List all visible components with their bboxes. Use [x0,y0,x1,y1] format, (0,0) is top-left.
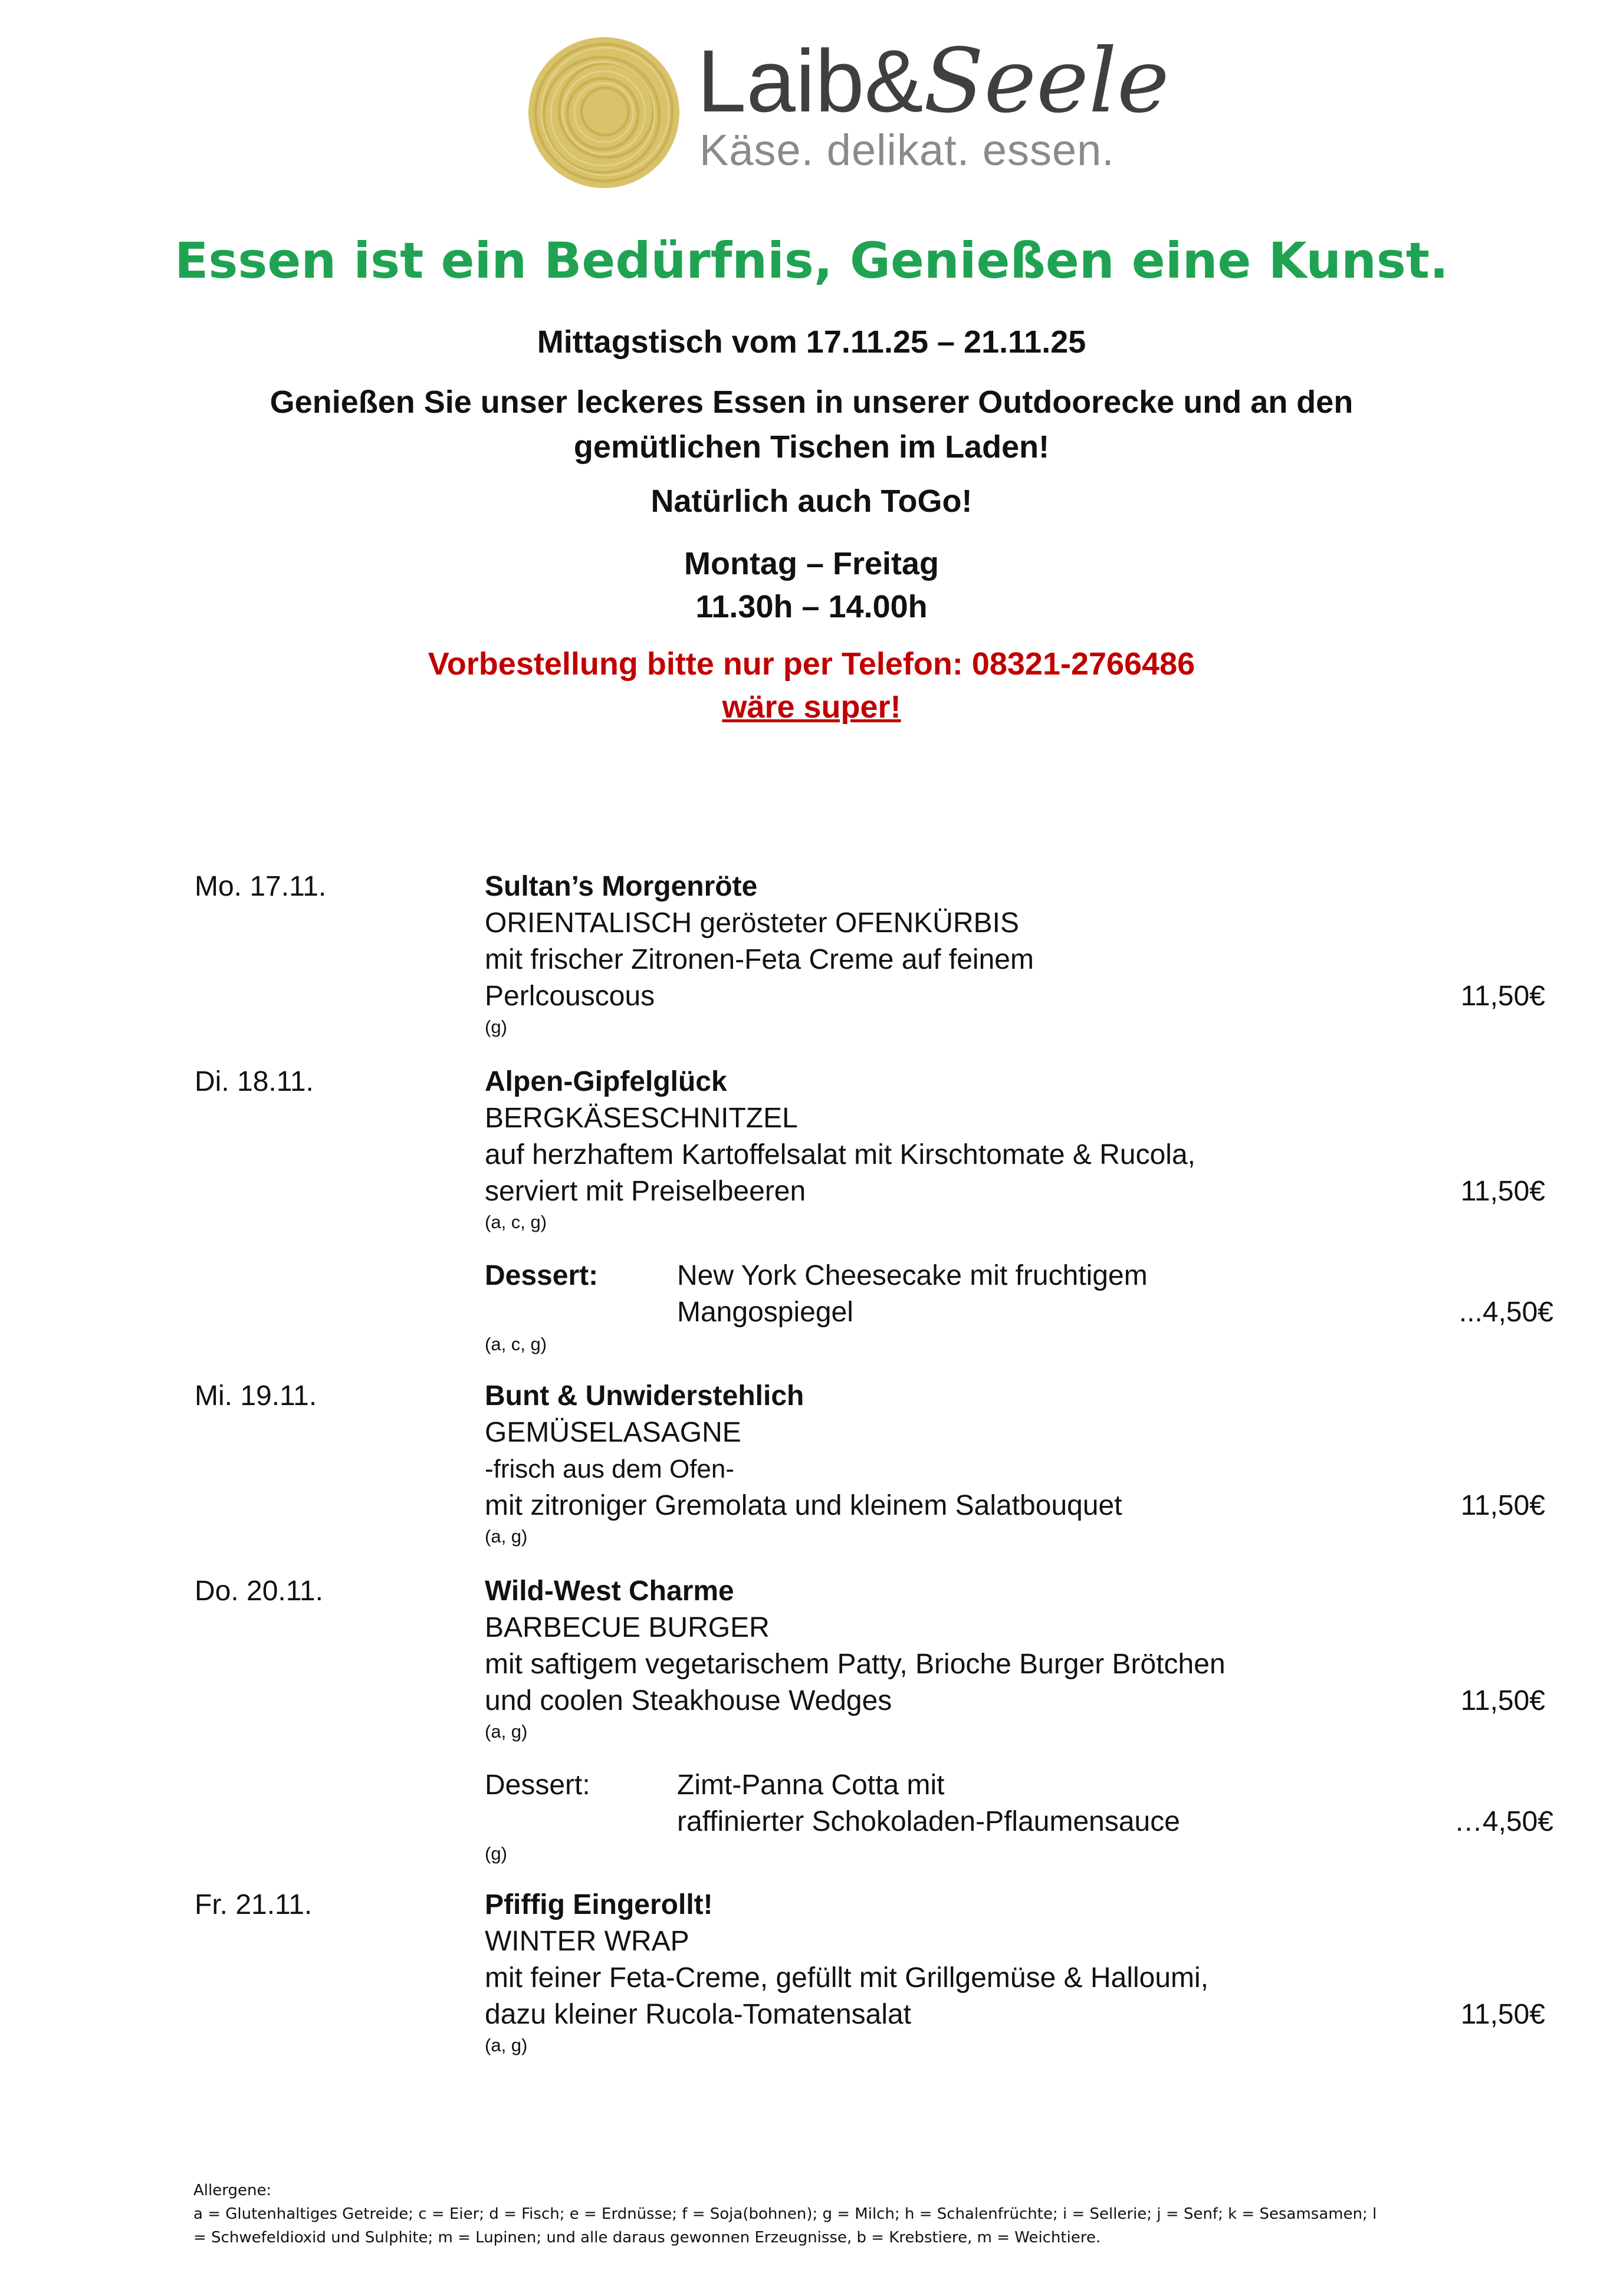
price-friday: 11,50€ [1460,1999,1545,2030]
dessert-price-thursday: …4,50€ [1454,1806,1553,1837]
dish-line: mit frischer Zitronen-Feta Creme auf feinem [485,944,1034,975]
dessert-thursday [677,1767,1385,1840]
dessert-tuesday [677,1258,1385,1331]
invitation-line-2: gemütlichen Tischen im Laden! [573,429,1050,465]
dish-line: GEMÜSELASAGNE [485,1417,741,1448]
dessert-allergens-thursday: (g) [485,1843,507,1864]
allergen-heading: Allergene: [193,2182,272,2199]
dish-line: ORIENTALISCH gerösteter OFENKÜRBIS [485,907,1019,939]
invitation-text [0,380,1623,469]
dish-friday [485,1887,1428,2058]
allergen-line: a = Glutenhaltiges Getreide; c = Eier; d = Fisch; e = Erdnüsse; f = Soja(bohnen); g = Milch; h = Schalenfrüchte; i = Sellerie; j = Senf; k = Sesamsamen; l [193,2205,1377,2223]
day-monday: Mo. 17.11. [195,871,327,902]
dish-monday [485,869,1428,1040]
price-tuesday: 11,50€ [1460,1176,1545,1207]
dish-title: Sultan’s Morgenröte [485,871,758,902]
invitation-line-1: Genießen Sie unser leckeres Essen in unserer Outdoorecke und an den [270,384,1353,420]
logo-ampersand: & [864,31,924,130]
dish-title: Bunt & Unwiderstehlich [485,1380,804,1412]
dish-tuesday [485,1064,1428,1235]
dessert-label-thursday: Dessert: [485,1769,590,1801]
dish-allergens: (a, g) [485,1526,528,1547]
dessert-line: Mangospiegel [677,1297,853,1328]
menu-period: Mittagstisch vom 17.11.25 – 21.11.25 [537,324,1086,360]
dish-allergens: (a, g) [485,2035,528,2055]
dish-allergens: (a, g) [485,1721,528,1742]
dish-line: auf herzhaftem Kartoffelsalat mit Kirschtomate & Rucola, [485,1139,1195,1170]
preorder-super: wäre super! [722,689,901,725]
dish-line: mit saftigem vegetarischem Patty, Brioche Burger Brötchen [485,1649,1226,1680]
preorder-phone: Vorbestellung bitte nur per Telefon: 08321-2766486 [428,646,1195,682]
dish-title: Alpen-Gipfelglück [485,1066,727,1097]
allergen-legend [193,2179,1538,2249]
dish-title: Wild-West Charme [485,1575,734,1607]
togo-note: Natürlich auch ToGo! [650,483,973,519]
dish-line: -frisch aus dem Ofen- [485,1455,735,1483]
price-wednesday: 11,50€ [1460,1490,1545,1521]
dish-allergens: (g) [485,1017,507,1037]
price-monday: 11,50€ [1460,981,1545,1012]
dish-line: dazu kleiner Rucola-Tomatensalat [485,1999,912,2030]
day-tuesday: Di. 18.11. [195,1066,314,1097]
dessert-allergens-tuesday: (a, c, g) [485,1334,547,1354]
dish-line: und coolen Steakhouse Wedges [485,1685,892,1716]
slogan: Essen ist ein Bedürfnis, Genießen eine Kunst. [174,232,1448,290]
day-thursday: Do. 20.11. [195,1575,323,1607]
dish-line: WINTER WRAP [485,1926,689,1957]
dessert-price-tuesday: ...4,50€ [1458,1297,1553,1328]
day-wednesday: Mi. 19.11. [195,1380,317,1412]
day-friday: Fr. 21.11. [195,1889,313,1920]
price-thursday: 11,50€ [1460,1685,1545,1716]
logo-word-right: Seele [923,30,1169,133]
preorder-note [0,643,1623,729]
dish-thursday [485,1573,1428,1744]
logo-word-left: Laib [697,31,865,130]
dish-wednesday [485,1378,1428,1549]
dessert-label-tuesday: Dessert: [485,1260,599,1291]
dessert-line: Zimt-Panna Cotta mit [677,1769,945,1801]
logo-tagline: Käse. delikat. essen. [699,126,1115,175]
dish-line: mit zitroniger Gremolata und kleinem Salatbouquet [485,1490,1122,1521]
dish-title: Pfiffig Eingerollt! [485,1889,713,1920]
dessert-line: New York Cheesecake mit fruchtigem [677,1260,1148,1291]
opening-time: 11.30h – 14.00h [695,588,928,624]
allergen-line: = Schwefeldioxid und Sulphite; m = Lupinen; und alle daraus gewonnen Erzeugnisse, b = Krebstiere, m = Weichtiere. [193,2229,1101,2246]
logo-circle-icon [524,32,684,193]
dish-line: Perlcouscous [485,981,655,1012]
dessert-line: raffinierter Schokoladen-Pflaumensauce [677,1806,1180,1837]
dish-line: mit feiner Feta-Creme, gefüllt mit Grillgemüse & Halloumi, [485,1962,1209,1994]
dish-line: BARBECUE BURGER [485,1612,770,1643]
opening-days: Montag – Freitag [684,546,939,581]
dish-line: BERGKÄSESCHNITZEL [485,1103,798,1134]
dish-line: serviert mit Preiselbeeren [485,1176,806,1207]
opening-hours [0,542,1623,629]
logo-wordmark [697,30,1169,133]
dish-allergens: (a, c, g) [485,1212,547,1232]
